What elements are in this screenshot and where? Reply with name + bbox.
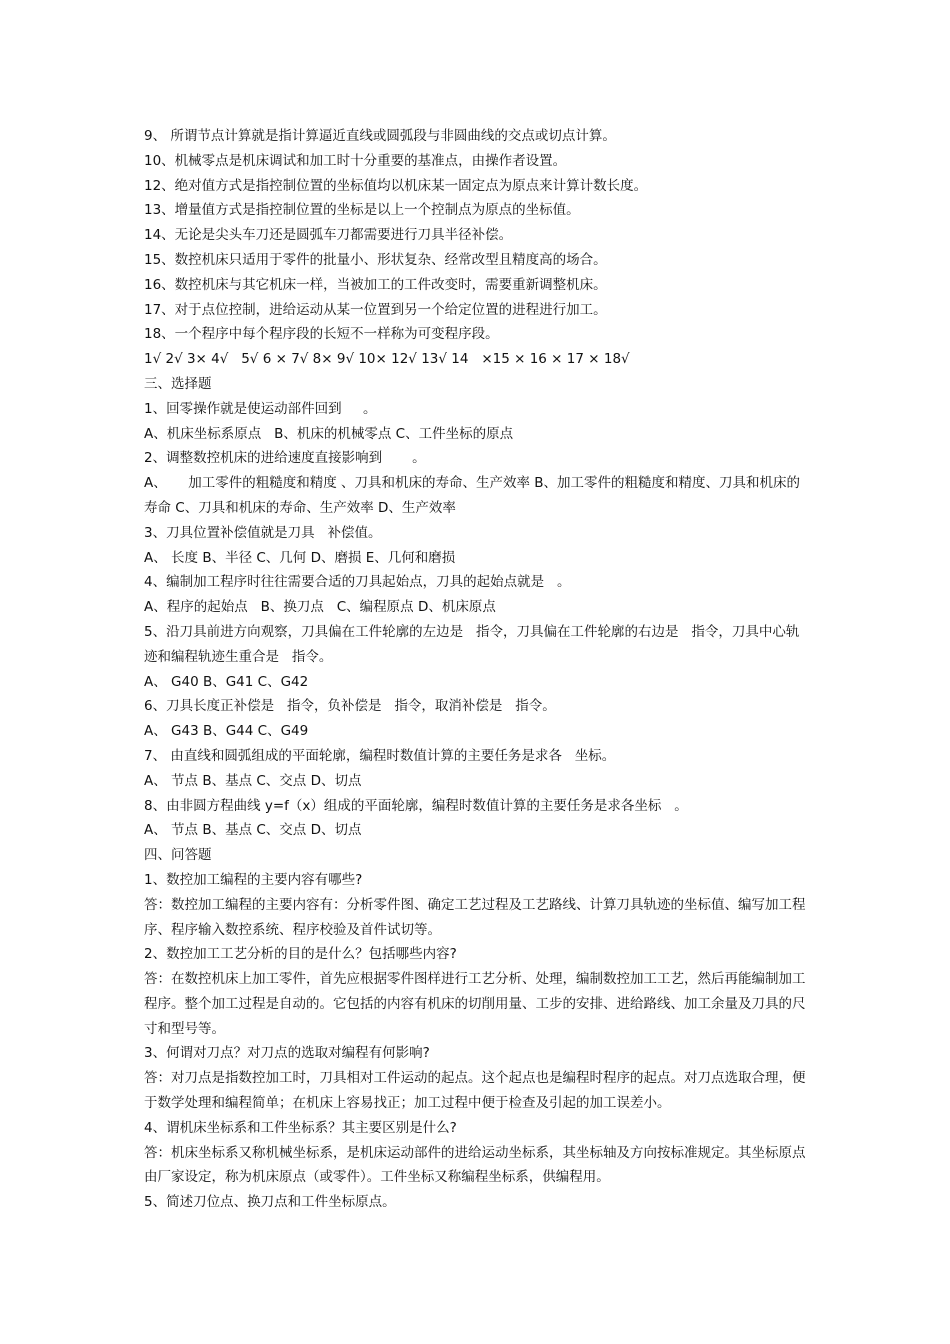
- qa-answer-1: 答：数控加工编程的主要内容有：分析零件图、确定工艺过程及工艺路线、计算刀具轨迹的坐标值、编写加工程序、程序输入数控系统、程序校验及首件试切等。: [144, 896, 806, 938]
- choice-question-6: 6、刀具长度正补偿是 指令，负补偿是 指令，取消补偿是 指令。: [144, 698, 556, 715]
- statement-14: 14、无论是尖头车刀还是圆弧车刀都需要进行刀具半径补偿。: [144, 227, 513, 244]
- qa-answer-2: 答：在数控机床上加工零件，首先应根据零件图样进行工艺分析、处理，编制数控加工工艺，然后再能编制加工程序。整个加工过程是自动的。它包括的内容有机床的切削用量、工步的安排、进给路线、加工余量及刀具的尺寸和型号等。: [144, 971, 806, 1037]
- statement-13: 13、增量值方式是指控制位置的坐标是以上一个控制点为原点的坐标值。: [144, 202, 580, 219]
- choice-options-6: A、 G43 B、G44 C、G49: [144, 723, 309, 740]
- choice-question-2: 2、调整数控机床的进给速度直接影响到 。: [144, 450, 426, 467]
- choice-options-5: A、 G40 B、G41 C、G42: [144, 673, 309, 690]
- choice-options-1: A、机床坐标系原点 B、机床的机械零点 C、工件坐标的原点: [144, 425, 514, 442]
- choice-question-7: 7、 由直线和圆弧组成的平面轮廓，编程时数值计算的主要任务是求各 坐标。: [144, 747, 616, 764]
- qa-question-2: 2、数控加工工艺分析的目的是什么？包括哪些内容?: [144, 946, 457, 963]
- choice-question-3: 3、刀具位置补偿值就是刀具 补偿值。: [144, 524, 382, 541]
- statement-17: 17、对于点位控制，进给运动从某一位置到另一个给定位置的进程进行加工。: [144, 301, 607, 318]
- choice-question-4: 4、编制加工程序时往往需要合适的刀具起始点，刀具的起始点就是 。: [144, 574, 571, 591]
- section-heading-qa: 四、问答题: [144, 847, 212, 864]
- true-false-answers: 1√ 2√ 3× 4√ 5√ 6 × 7√ 8× 9√ 10× 12√ 13√ 14 ×15 × 16 × 17 × 18√: [144, 351, 630, 368]
- choice-options-2: A、 加工零件的粗糙度和精度 、刀具和机床的寿命、生产效率 B、加工零件的粗糙度和精度、刀具和机床的寿命 C、刀具和机床的寿命、生产效率 D、生产效率: [144, 475, 801, 516]
- statement-15: 15、数控机床只适用于零件的批量小、形状复杂、经常改型且精度高的场合。: [144, 251, 607, 268]
- choice-question-1: 1、回零操作就是使运动部件回到 。: [144, 400, 377, 417]
- qa-question-3: 3、何谓对刀点？对刀点的选取对编程有何影响?: [144, 1045, 430, 1062]
- section-heading-choice: 三、选择题: [144, 375, 212, 392]
- choice-question-8: 8、由非圆方程曲线 y=f（x）组成的平面轮廓，编程时数值计算的主要任务是求各坐标 。: [144, 797, 688, 814]
- qa-question-5: 5、简述刀位点、换刀点和工件坐标原点。: [144, 1194, 396, 1211]
- qa-question-4: 4、谓机床坐标系和工件坐标系？其主要区别是什么?: [144, 1119, 457, 1136]
- statement-9: 9、 所谓节点计算就是指计算逼近直线或圆弧段与非圆曲线的交点或切点计算。: [144, 128, 616, 144]
- statement-10: 10、机械零点是机床调试和加工时十分重要的基准点，由操作者设置。: [144, 152, 567, 169]
- choice-options-8: A、 节点 B、基点 C、交点 D、切点: [144, 822, 362, 839]
- statement-16: 16、数控机床与其它机床一样，当被加工的工件改变时，需要重新调整机床。: [144, 276, 607, 293]
- qa-question-1: 1、数控加工编程的主要内容有哪些?: [144, 871, 363, 888]
- statement-12: 12、绝对值方式是指控制位置的坐标值均以机床某一固定点为原点来计算计数长度。: [144, 177, 648, 194]
- choice-options-4: A、程序的起始点 B、换刀点 C、编程原点 D、机床原点: [144, 599, 496, 616]
- choice-options-7: A、 节点 B、基点 C、交点 D、切点: [144, 772, 362, 789]
- qa-answer-4: 答：机床坐标系又称机械坐标系，是机床运动部件的进给运动坐标系，其坐标轴及方向按标准规定。其坐标原点由厂家设定，称为机床原点（或零件）。工件坐标又称编程坐标系，供编程用。: [144, 1144, 806, 1186]
- document-body: [144, 124, 810, 1215]
- choice-question-5: 5、沿刀具前进方向观察，刀具偏在工件轮廓的左边是 指令，刀具偏在工件轮廓的右边是 指令，刀具中心轨迹和编程轨迹生重合是 指令。: [144, 623, 800, 665]
- statement-18: 18、一个程序中每个程序段的长短不一样称为可变程序段。: [144, 326, 499, 343]
- qa-answer-3: 答：对刀点是指数控加工时，刀具相对工件运动的起点。这个起点也是编程时程序的起点。对刀点选取合理，便于数学处理和编程简单；在机床上容易找正；加工过程中便于检查及引起的加工误差小。: [144, 1070, 806, 1112]
- choice-options-3: A、 长度 B、半径 C、几何 D、磨损 E、几何和磨损: [144, 549, 456, 566]
